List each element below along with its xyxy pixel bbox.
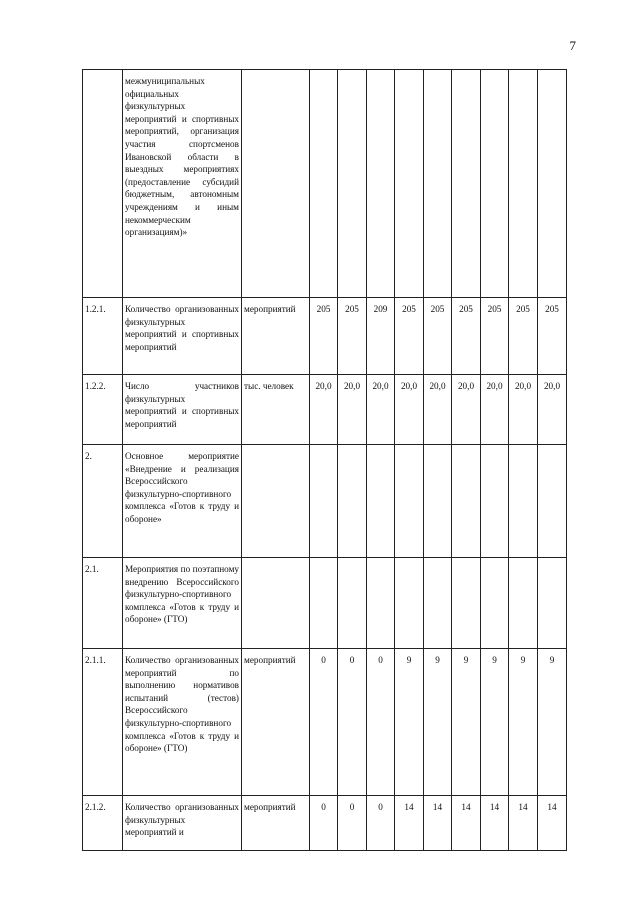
value-cell: 20,0 [424,375,452,445]
table-row [83,796,567,851]
value-cell [538,70,567,298]
value-cell: 0 [367,649,395,796]
indicator-name-text: Основное мероприятие «Внедрение и реализация Всероссийского физкультурно-спортивного комплекса «Готов к труду и обороне» [125,451,239,524]
value-cell: 20,0 [509,375,538,445]
value-cell [338,445,367,558]
value-cell [395,70,424,298]
indicator-name-text: Количество организованных мероприятий по выполнению нормативов испытаний (тестов) Всероссийского физкультурно-спортивного комплекса «Готов к труду и обороне» (ГТО) [125,655,239,754]
value-cell: 9 [395,649,424,796]
unit-cell [242,70,310,298]
value-cell [338,558,367,649]
value-cell: 9 [452,649,481,796]
value-cell [395,558,424,649]
value-cell: 0 [367,796,395,851]
value-cell [452,558,481,649]
indicator-name-text: Мероприятия по поэтапному внедрению Всероссийского физкультурно-спортивного комплекса «Готов к труду и обороне» (ГТО) [125,564,239,625]
indicator-name-text: Число участников физкультурных мероприятий и спортивных мероприятий [125,381,239,429]
table-row [83,445,567,558]
value-cell [367,70,395,298]
value-cell: 14 [452,796,481,851]
value-cell [538,445,567,558]
table-row [83,649,567,796]
value-cell: 0 [338,649,367,796]
value-cell: 205 [338,298,367,375]
value-cell: 0 [338,796,367,851]
table-row [83,558,567,649]
value-cell [509,558,538,649]
indicator-name-text: Количество организованных физкультурных мероприятий и спортивных мероприятий [125,304,239,352]
value-cell: 205 [481,298,509,375]
row-number-cell: 1.2.2. [83,375,123,445]
value-cell [481,445,509,558]
unit-cell: тыс. человек [242,375,310,445]
value-cell [338,70,367,298]
value-cell: 9 [509,649,538,796]
value-cell: 14 [395,796,424,851]
value-cell [509,445,538,558]
value-cell: 0 [310,649,338,796]
indicator-name-cell [123,375,242,445]
value-cell [310,558,338,649]
value-cell: 14 [424,796,452,851]
value-cell [367,558,395,649]
value-cell: 20,0 [367,375,395,445]
indicators-table [82,69,567,851]
unit-cell: мероприятий [242,796,310,851]
value-cell [452,70,481,298]
unit-cell [242,558,310,649]
value-cell [452,445,481,558]
value-cell [424,558,452,649]
indicator-name-text: Количество организованных физкультурных мероприятий и [125,802,239,838]
indicator-name-cell [123,298,242,375]
value-cell: 14 [481,796,509,851]
value-cell: 20,0 [481,375,509,445]
value-cell: 9 [481,649,509,796]
value-cell [481,70,509,298]
indicator-name-cell [123,649,242,796]
indicator-name-cell [123,796,242,851]
value-cell [424,70,452,298]
table-row [83,298,567,375]
value-cell [310,70,338,298]
value-cell [395,445,424,558]
indicator-name-cell [123,445,242,558]
value-cell [424,445,452,558]
value-cell: 0 [310,796,338,851]
row-number-cell: 2.1.2. [83,796,123,851]
value-cell [310,445,338,558]
value-cell [367,445,395,558]
value-cell: 205 [538,298,567,375]
value-cell: 9 [538,649,567,796]
page-number: 7 [569,38,576,53]
row-number-cell: 1.2.1. [83,298,123,375]
indicator-name-cell [123,70,242,298]
value-cell [509,70,538,298]
value-cell: 9 [424,649,452,796]
row-number-cell: 2. [83,445,123,558]
value-cell [538,558,567,649]
value-cell: 205 [452,298,481,375]
table-row [83,70,567,298]
value-cell: 205 [424,298,452,375]
value-cell: 205 [310,298,338,375]
value-cell: 20,0 [538,375,567,445]
unit-cell: мероприятий [242,649,310,796]
value-cell: 205 [509,298,538,375]
value-cell: 209 [367,298,395,375]
indicator-name-text: межмуниципальных официальных физкультурных мероприятий и спортивных мероприятий, организация участия спортсменов Ивановской области в выездных мероприятиях (предоставление субсидий бюджетным, автономным учреждениям и иным некоммерческим организациям)» [125,76,239,238]
value-cell [481,558,509,649]
unit-cell: мероприятий [242,298,310,375]
value-cell: 20,0 [395,375,424,445]
unit-cell [242,445,310,558]
value-cell: 20,0 [338,375,367,445]
value-cell: 14 [538,796,567,851]
table-row [83,375,567,445]
row-number-cell: 2.1. [83,558,123,649]
value-cell: 205 [395,298,424,375]
value-cell: 20,0 [310,375,338,445]
indicator-name-cell [123,558,242,649]
row-number-cell [83,70,123,298]
value-cell: 14 [509,796,538,851]
value-cell: 20,0 [452,375,481,445]
row-number-cell: 2.1.1. [83,649,123,796]
